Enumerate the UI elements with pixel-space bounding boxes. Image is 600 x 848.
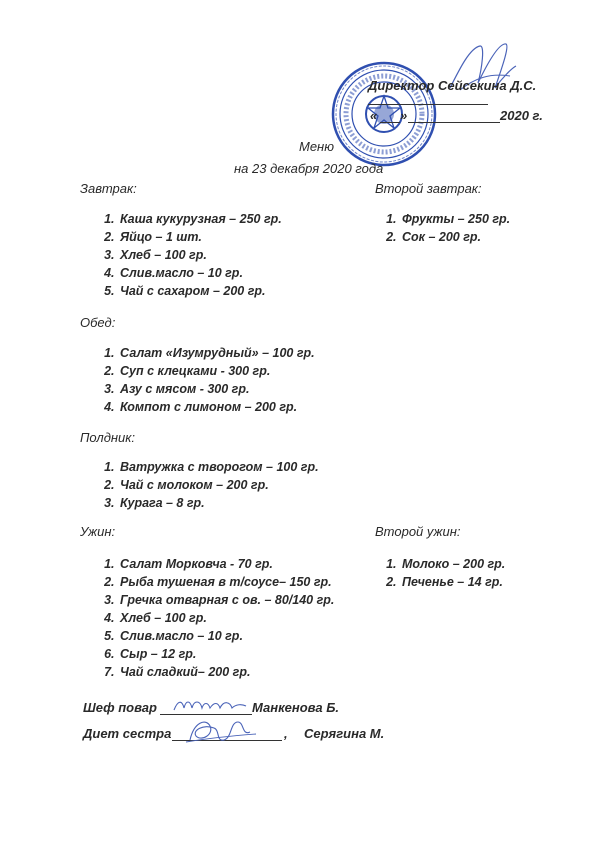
list-item: 3. Хлеб – 100 гр.	[118, 246, 282, 264]
list-item: 2. Рыба тушеная в т/соусе– 150 гр.	[118, 573, 334, 591]
day-line	[380, 122, 400, 123]
director-title: Директор Сейсекина Д.С.	[368, 78, 537, 93]
month-line	[408, 122, 500, 123]
list-item: 1. Салат «Изумрудный» – 100 гр.	[118, 344, 315, 362]
second-dinner-title: Второй ужин:	[375, 524, 461, 539]
dinner-list	[96, 555, 334, 681]
list-item: 4. Хлеб – 100 гр.	[118, 609, 334, 627]
list-item: 2. Печенье – 14 гр.	[400, 573, 505, 591]
list-item: 3. Гречка отварная с ов. – 80/140 гр.	[118, 591, 334, 609]
list-item: 3. Азу с мясом - 300 гр.	[118, 380, 315, 398]
dinner-title: Ужин:	[80, 524, 116, 539]
list-item: 5. Чай с сахаром – 200 гр.	[118, 282, 282, 300]
list-item: 5. Слив.масло – 10 гр.	[118, 627, 334, 645]
list-item: 7. Чай сладкий– 200 гр.	[118, 663, 334, 681]
lunch-title: Обед:	[80, 315, 116, 330]
approval-year: 2020 г.	[500, 108, 543, 123]
date-open-quote: «	[370, 108, 378, 123]
list-item: 1. Ватружка с творогом – 100 гр.	[118, 458, 319, 476]
second-dinner-list	[378, 555, 505, 591]
dietitian-comma: ,	[284, 726, 288, 741]
list-item: 3. Курага – 8 гр.	[118, 494, 319, 512]
chef-label: Шеф повар	[83, 700, 157, 715]
list-item: 4. Компот с лимоном – 200 гр.	[118, 398, 315, 416]
breakfast-list	[96, 210, 282, 300]
list-item: 2. Чай с молоком – 200 гр.	[118, 476, 319, 494]
second-breakfast-list	[378, 210, 510, 246]
list-item: 1. Салат Морковча - 70 гр.	[118, 555, 334, 573]
second-breakfast-title: Второй завтрак:	[375, 181, 482, 196]
list-item: 2. Сок – 200 гр.	[400, 228, 510, 246]
menu-date: на 23 декабря 2020 года	[234, 161, 384, 176]
list-item: 1. Молоко – 200 гр.	[400, 555, 505, 573]
list-item: 1. Каша кукурузная – 250 гр.	[118, 210, 282, 228]
snack-title: Полдник:	[80, 430, 136, 445]
page-title: Меню	[299, 139, 334, 154]
list-item: 4. Слив.масло – 10 гр.	[118, 264, 282, 282]
lunch-list	[96, 344, 315, 416]
dietitian-label: Диет сестра	[83, 726, 172, 741]
official-seal	[330, 60, 438, 168]
chef-name: Манкенова Б.	[252, 700, 340, 715]
snack-list	[96, 458, 319, 512]
date-close-quote: »	[400, 108, 408, 123]
dietitian-name: Серягина М.	[304, 726, 385, 741]
list-item: 2. Суп с клецками - 300 гр.	[118, 362, 315, 380]
list-item: 6. Сыр – 12 гр.	[118, 645, 334, 663]
breakfast-title: Завтрак:	[80, 181, 137, 196]
list-item: 1. Фрукты – 250 гр.	[400, 210, 510, 228]
director-signature-line	[368, 104, 488, 105]
list-item: 2. Яйцо – 1 шт.	[118, 228, 282, 246]
dietitian-signature	[180, 712, 260, 748]
